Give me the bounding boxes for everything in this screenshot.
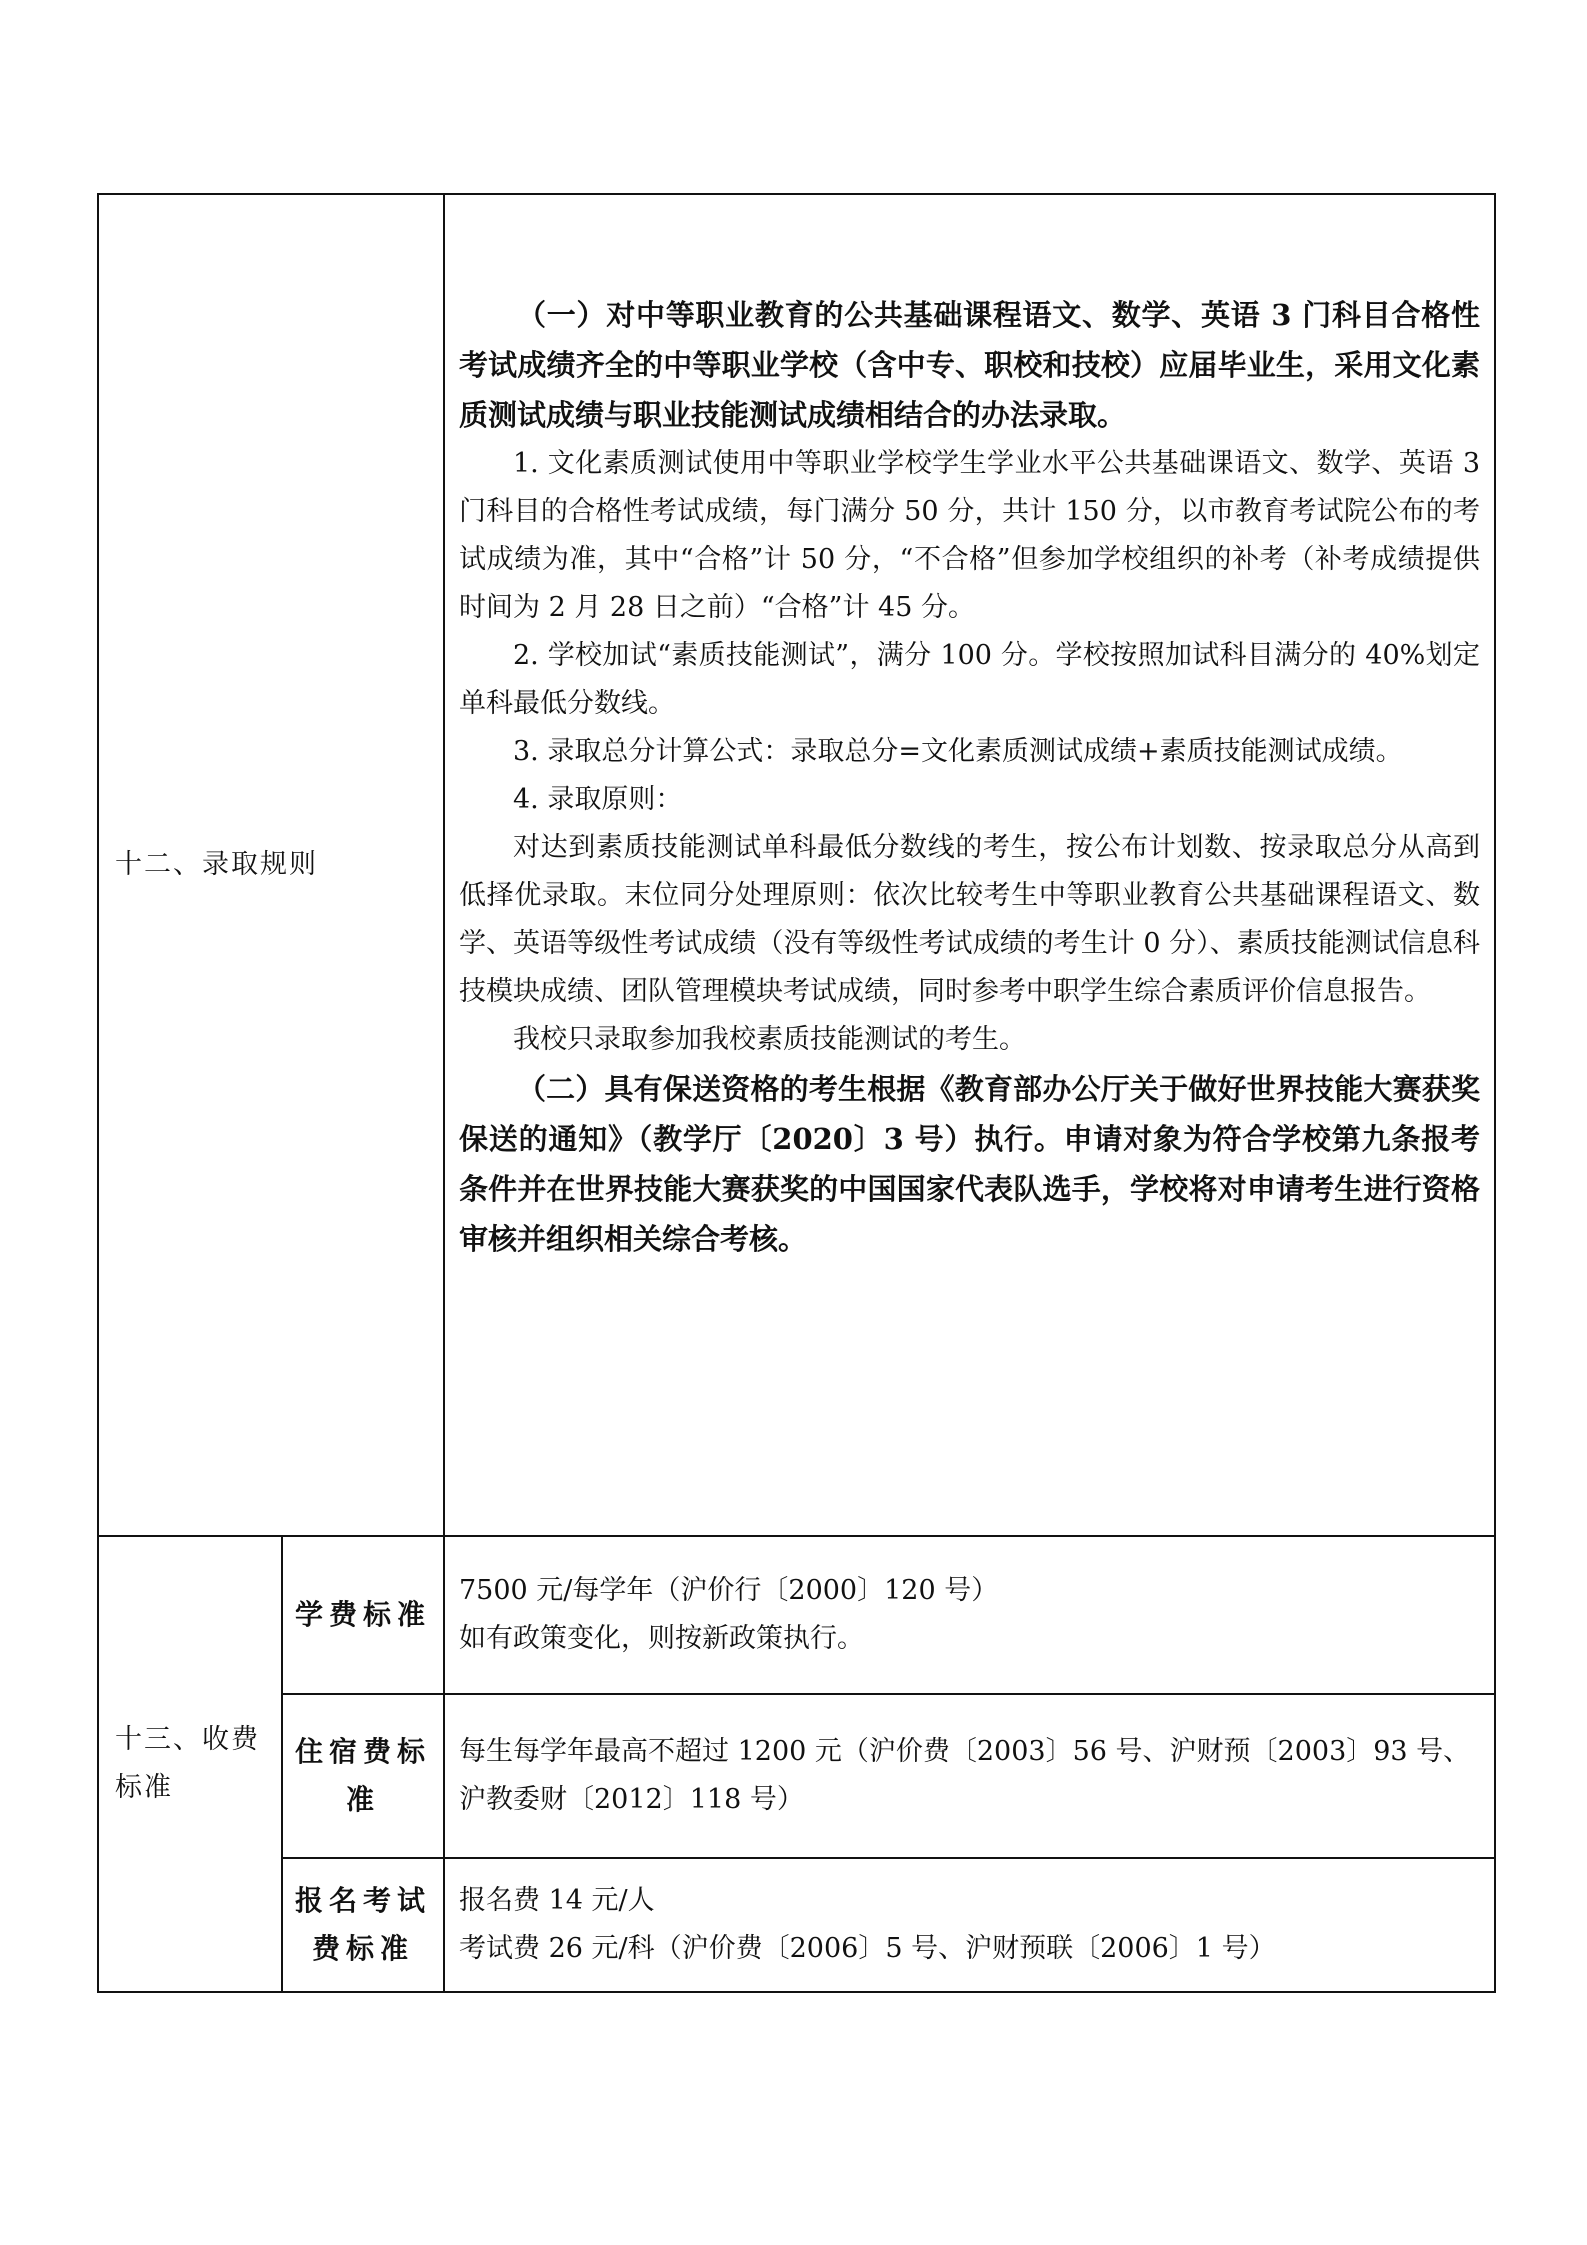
tuition-value xyxy=(444,1536,1495,1694)
rules-paragraph: （一）对中等职业教育的公共基础课程语文、数学、英语 3 门科目合格性考试成绩齐全的中等职业学校（含中专、职校和技校）应届毕业生，采用文化素质测试成绩与职业技能测试成绩相结合的办法录取。 xyxy=(459,298,1480,432)
section-12-label: 十二、录取规则 xyxy=(98,194,444,1536)
tuition-row xyxy=(98,1536,1495,1694)
exam-fee-value xyxy=(444,1858,1495,1992)
admission-table xyxy=(97,193,1496,1993)
rules-paragraph: 我校只录取参加我校素质技能测试的考生。 xyxy=(513,1024,1026,1055)
dorm-line-1: 每生每学年最高不超过 1200 元（沪价费〔2003〕56 号、沪财预〔2003〕93 号、沪教委财〔2012〕118 号） xyxy=(459,1736,1471,1815)
rules-paragraph: 1. 文化素质测试使用中等职业学校学生学业水平公共基础课语文、数学、英语 3 门科目的合格性考试成绩，每门满分 50 分，共计 150 分，以市教育考试院公布的考试成绩为准，其中“合格”计 50 分，“不合格”但参加学校组织的补考（补考成绩提供时间为 2 月 28 日之前）“合格”计 45 分。 xyxy=(459,448,1480,623)
tuition-label: 学费标准 xyxy=(282,1536,444,1694)
admission-rules-cell xyxy=(444,194,1495,1536)
exam-fee-label: 报名考试费标准 xyxy=(282,1858,444,1992)
rules-paragraph: 3. 录取总分计算公式：录取总分=文化素质测试成绩+素质技能测试成绩。 xyxy=(513,736,1403,767)
dorm-value xyxy=(444,1694,1495,1858)
rules-paragraph: （二）具有保送资格的考生根据《教育部办公厅关于做好世界技能大赛获奖保送的通知》（教学厅〔2020〕3 号）执行。申请对象为符合学校第九条报考条件并在世界技能大赛获奖的中国国家代表队选手，学校将对申请考生进行资格审核并组织相关综合考核。 xyxy=(459,1072,1480,1256)
rules-paragraph: 2. 学校加试“素质技能测试”，满分 100 分。学校按照加试科目满分的 40%划定单科最低分数线。 xyxy=(459,640,1480,719)
admission-rules-row xyxy=(98,194,1495,1536)
tuition-line-1: 7500 元/每学年（沪价行〔2000〕120 号） xyxy=(459,1575,999,1606)
tuition-line-2: 如有政策变化，则按新政策执行。 xyxy=(459,1623,864,1654)
exam-fee-line-2: 考试费 26 元/科（沪价费〔2006〕5 号、沪财预联〔2006〕1 号） xyxy=(459,1933,1276,1964)
dorm-label: 住宿费标准 xyxy=(282,1694,444,1858)
rules-paragraph: 4. 录取原则： xyxy=(513,784,683,815)
rules-paragraph: 对达到素质技能测试单科最低分数线的考生，按公布计划数、按录取总分从高到低择优录取。末位同分处理原则：依次比较考生中等职业教育公共基础课程语文、数学、英语等级性考试成绩（没有等级性考试成绩的考生计 0 分）、素质技能测试信息科技模块成绩、团队管理模块考试成绩，同时参考中职学生综合素质评价信息报告。 xyxy=(459,832,1480,1007)
dorm-row xyxy=(98,1694,1495,1858)
exam-fee-line-1: 报名费 14 元/人 xyxy=(459,1885,655,1916)
section-13-label: 十三、收费标准 xyxy=(98,1536,282,1992)
admission-rules-content xyxy=(445,195,1494,1264)
exam-fee-row xyxy=(98,1858,1495,1992)
